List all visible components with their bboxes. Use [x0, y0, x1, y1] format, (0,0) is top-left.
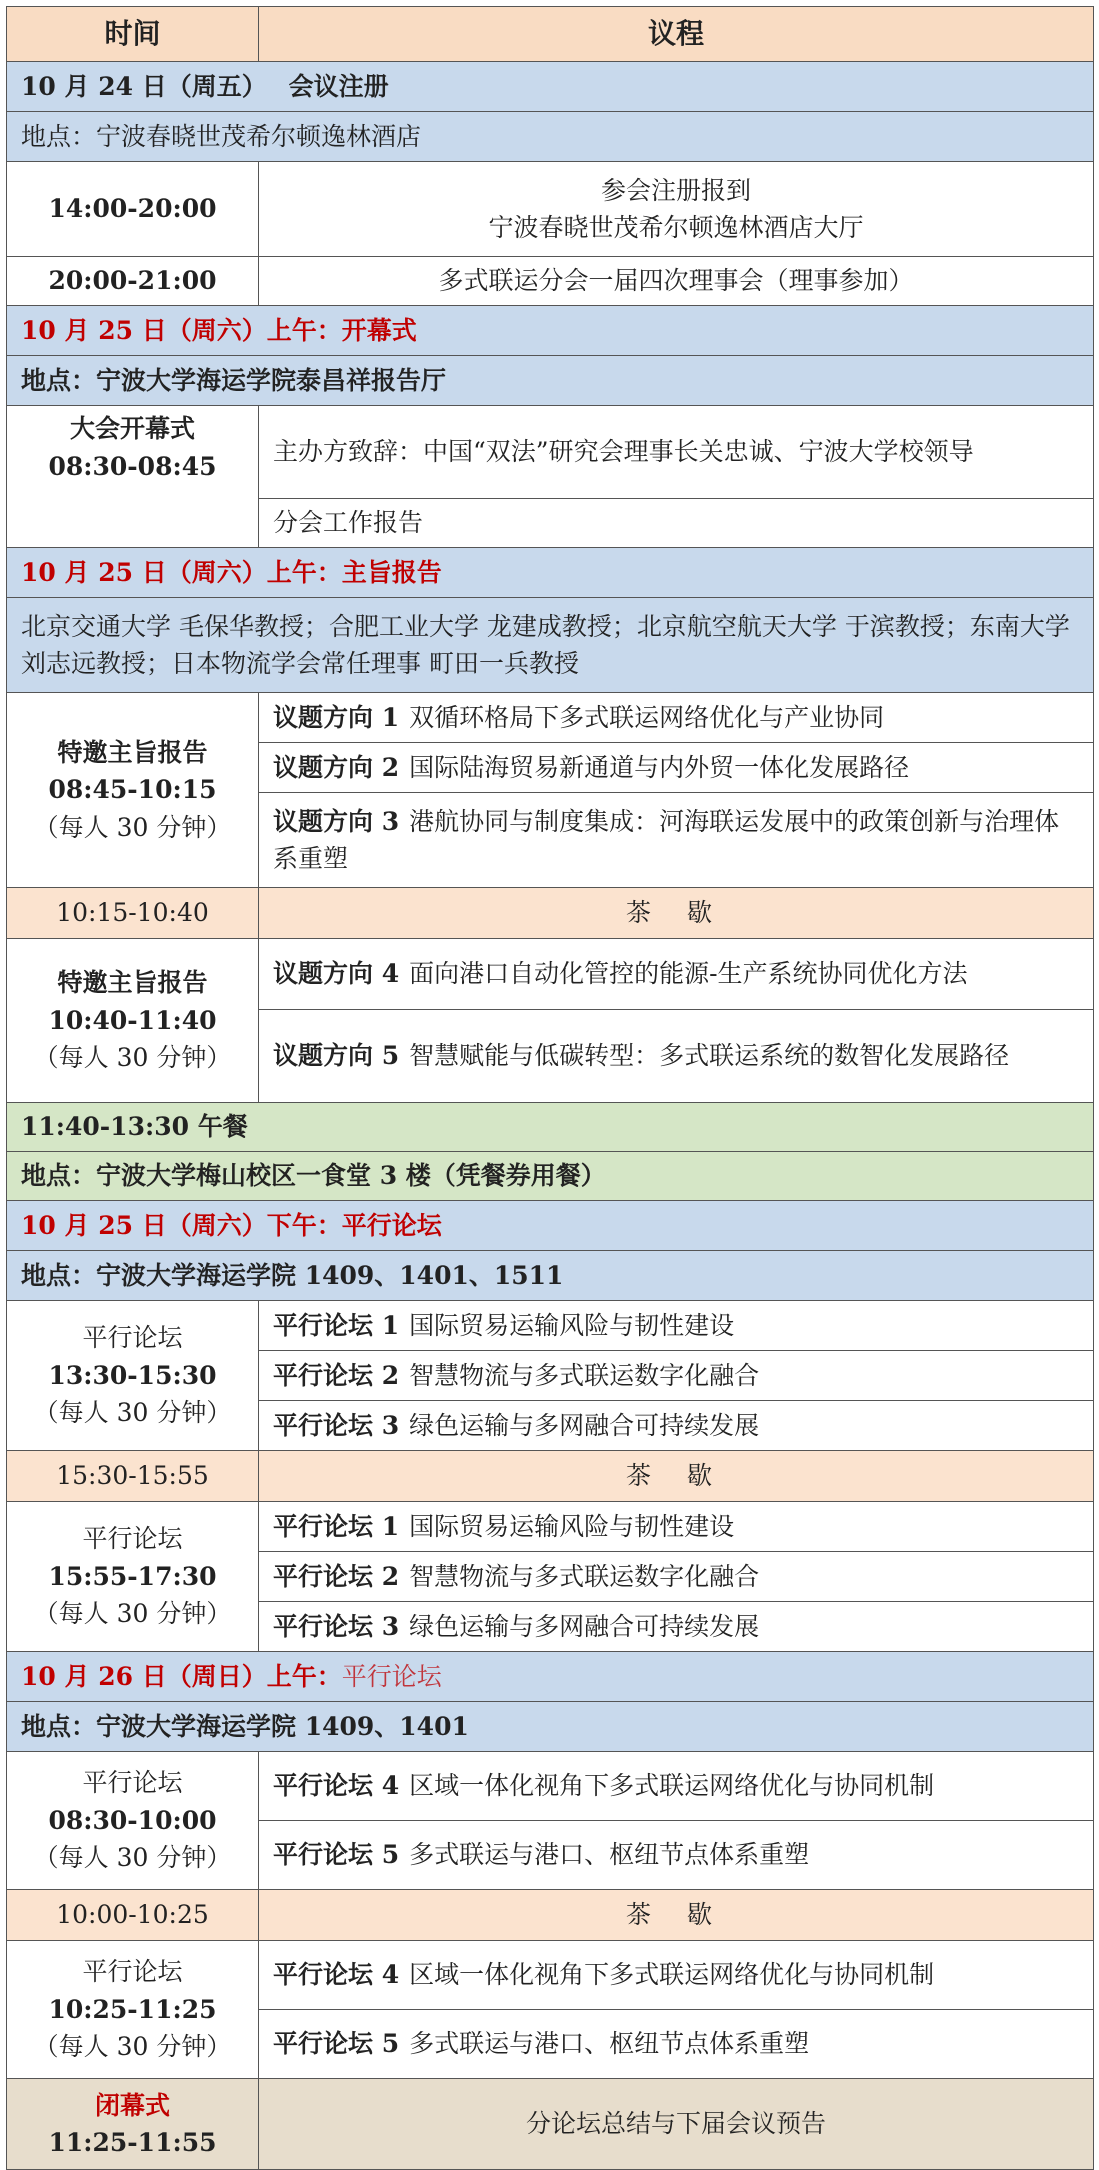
opening-title: 10 月 25 日（周六）上午：开幕式	[7, 306, 1094, 356]
oct24-event: 会议注册	[288, 71, 389, 101]
forum-label: 平行论坛 2	[273, 1360, 400, 1390]
topic-text: 双循环格局下多式联运网络优化与产业协同	[409, 702, 885, 732]
keynote1-note: （每人 30 分钟）	[33, 812, 232, 842]
topic-label: 议题方向 3	[273, 806, 400, 836]
topic-text: 面向港口自动化管控的能源-生产系统协同优化方法	[409, 959, 968, 989]
tea-break-row-3	[7, 1890, 1094, 1941]
parallel25-location: 地点：宁波大学海运学院 1409、1401、1511	[7, 1251, 1094, 1301]
opening-location-row	[7, 356, 1094, 406]
tea-break-row-2	[7, 1451, 1094, 1502]
parallel26b-label: 平行论坛	[82, 1957, 183, 1987]
forum-row	[259, 1351, 1094, 1401]
forum-text: 绿色运输与多网融合可持续发展	[409, 1410, 760, 1440]
tea-break-label-2: 茶 歇	[259, 1451, 1094, 1502]
keynote2-note: （每人 30 分钟）	[33, 1043, 232, 1073]
parallel25a-label: 平行论坛	[82, 1323, 183, 1353]
parallel26-event: 平行论坛	[341, 1661, 442, 1691]
keynote-topic-5	[259, 1010, 1094, 1103]
forum-text: 智慧物流与多式联运数字化融合	[409, 1360, 760, 1390]
parallel25a-note: （每人 30 分钟）	[33, 1398, 232, 1428]
oct24-location-row	[7, 112, 1094, 162]
parallel25a-row-1	[7, 1301, 1094, 1351]
topic-label: 议题方向 5	[273, 1041, 400, 1071]
parallel25-title-row	[7, 1201, 1094, 1251]
forum-label: 平行论坛 5	[273, 1840, 400, 1870]
forum-text: 智慧物流与多式联运数字化融合	[409, 1561, 760, 1591]
keynote-title: 10 月 25 日（周六）上午：主旨报告	[7, 548, 1094, 598]
forum-label: 平行论坛 4	[273, 1771, 400, 1801]
tea-break-time-1: 10:15-10:40	[7, 888, 259, 939]
forum-row	[259, 2010, 1094, 2079]
parallel26-date: 10 月 26 日（周日）上午：	[21, 1661, 342, 1691]
topic-text: 国际陆海贸易新通道与内外贸一体化发展路径	[409, 752, 910, 782]
topic-text: 港航协同与制度集成：河海联运发展中的政策创新与治理体系重塑	[273, 806, 1060, 873]
tea-break-row-1	[7, 888, 1094, 939]
opening-report: 分会工作报告	[259, 499, 1094, 548]
parallel25-title: 10 月 25 日（周六）下午：平行论坛	[7, 1201, 1094, 1251]
forum-text: 绿色运输与多网融合可持续发展	[409, 1611, 760, 1641]
parallel26b-time: 10:25-11:25	[48, 1994, 217, 2024]
parallel26b-row-1	[7, 1941, 1094, 2010]
forum-label: 平行论坛 5	[273, 2029, 400, 2059]
topic-label: 议题方向 1	[273, 702, 400, 732]
forum-row	[259, 1602, 1094, 1652]
forum-row	[259, 1301, 1094, 1351]
forum-label: 平行论坛 2	[273, 1561, 400, 1591]
parallel26a-label: 平行论坛	[82, 1768, 183, 1798]
forum-label: 平行论坛 1	[273, 1511, 400, 1541]
opening-title-row	[7, 306, 1094, 356]
opening-row-1	[7, 406, 1094, 499]
parallel26a-row-1	[7, 1752, 1094, 1821]
tea-break-time-3: 10:00-10:25	[7, 1890, 259, 1941]
header-time: 时间	[7, 7, 259, 62]
parallel26b-note: （每人 30 分钟）	[33, 2032, 232, 2062]
parallel26a-time: 08:30-10:00	[48, 1805, 217, 1835]
keynote-speakers: 北京交通大学 毛保华教授；合肥工业大学 龙建成教授；北京航空航天大学 于滨教授；东南大学 刘志远教授；日本物流学会常任理事 町田一兵教授	[7, 598, 1094, 693]
opening-location: 地点：宁波大学海运学院泰昌祥报告厅	[7, 356, 1094, 406]
tea-break-label-1: 茶 歇	[259, 888, 1094, 939]
topic-label: 议题方向 2	[273, 752, 400, 782]
opening-speech: 主办方致辞：中国“双法”研究会理事长关忠诚、宁波大学校领导	[259, 406, 1094, 499]
lunch-title: 11:40-13:30 午餐	[7, 1103, 1094, 1152]
forum-row	[259, 1752, 1094, 1821]
forum-label: 平行论坛 3	[273, 1410, 400, 1440]
oct24-council-time: 20:00-21:00	[7, 257, 259, 306]
keynote-title-row	[7, 548, 1094, 598]
parallel25a-time: 13:30-15:30	[48, 1360, 217, 1390]
oct24-registration-text: 参会注册报到	[600, 175, 751, 205]
table-header	[7, 7, 1094, 62]
forum-label: 平行论坛 3	[273, 1611, 400, 1641]
parallel26-location: 地点：宁波大学海运学院 1409、1401	[7, 1702, 1094, 1752]
oct24-registration-time: 14:00-20:00	[7, 162, 259, 257]
keynote1-row-1	[7, 693, 1094, 743]
forum-text: 区域一体化视角下多式联运网络优化与协同机制	[409, 1960, 935, 1990]
keynote-topic-2	[259, 743, 1094, 793]
oct24-council-text: 多式联运分会一届四次理事会（理事参加）	[259, 257, 1094, 306]
keynote2-label: 特邀主旨报告	[57, 968, 208, 998]
forum-text: 多式联运与港口、枢纽节点体系重塑	[409, 1840, 810, 1870]
forum-label: 平行论坛 4	[273, 1960, 400, 1990]
oct24-registration-row	[7, 162, 1094, 257]
forum-text: 多式联运与港口、枢纽节点体系重塑	[409, 2029, 810, 2059]
forum-text: 区域一体化视角下多式联运网络优化与协同机制	[409, 1771, 935, 1801]
closing-summary: 分论坛总结与下届会议预告	[259, 2079, 1094, 2170]
parallel25b-time: 15:55-17:30	[48, 1561, 217, 1591]
parallel26-title-row	[7, 1652, 1094, 1702]
keynote2-row-1	[7, 939, 1094, 1010]
oct24-date: 10 月 24 日（周五）	[21, 71, 267, 101]
oct24-registration-place: 宁波春晓世茂希尔顿逸林酒店大厅	[488, 213, 864, 242]
oct24-location: 地点：宁波春晓世茂希尔顿逸林酒店	[7, 112, 1094, 162]
closing-time: 11:25-11:55	[48, 2128, 217, 2157]
agenda-table	[6, 6, 1094, 2170]
parallel25b-label: 平行论坛	[82, 1524, 183, 1554]
lunch-title-row	[7, 1103, 1094, 1152]
keynote-topic-4	[259, 939, 1094, 1010]
closing-label: 闭幕式	[94, 2090, 170, 2120]
forum-row	[259, 1502, 1094, 1552]
tea-break-label-3: 茶 歇	[259, 1890, 1094, 1941]
forum-text: 国际贸易运输风险与韧性建设	[409, 1511, 735, 1541]
forum-row	[259, 1941, 1094, 2010]
forum-label: 平行论坛 1	[273, 1310, 400, 1340]
keynote1-label: 特邀主旨报告	[57, 737, 208, 767]
parallel25b-note: （每人 30 分钟）	[33, 1599, 232, 1629]
keynote-speakers-row	[7, 598, 1094, 693]
lunch-location-row	[7, 1152, 1094, 1201]
parallel26a-note: （每人 30 分钟）	[33, 1843, 232, 1873]
keynote2-time: 10:40-11:40	[48, 1005, 217, 1035]
topic-label: 议题方向 4	[273, 959, 400, 989]
parallel26-location-row	[7, 1702, 1094, 1752]
lunch-location: 地点：宁波大学梅山校区一食堂 3 楼（凭餐券用餐）	[7, 1152, 1094, 1201]
forum-row	[259, 1552, 1094, 1602]
opening-label: 大会开幕式	[69, 414, 195, 443]
forum-row	[259, 1401, 1094, 1451]
header-agenda: 议程	[259, 7, 1094, 62]
oct24-council-row	[7, 257, 1094, 306]
keynote-topic-1	[259, 693, 1094, 743]
closing-row	[7, 2079, 1094, 2170]
oct24-title-row	[7, 62, 1094, 112]
keynote-topic-3	[259, 793, 1094, 888]
parallel25b-row-1	[7, 1502, 1094, 1552]
forum-row	[259, 1821, 1094, 1890]
keynote1-time: 08:45-10:15	[48, 775, 217, 805]
topic-text: 智慧赋能与低碳转型：多式联运系统的数智化发展路径	[409, 1041, 1010, 1071]
opening-time: 08:30-08:45	[48, 451, 217, 481]
forum-text: 国际贸易运输风险与韧性建设	[409, 1310, 735, 1340]
parallel25-location-row	[7, 1251, 1094, 1301]
tea-break-time-2: 15:30-15:55	[7, 1451, 259, 1502]
